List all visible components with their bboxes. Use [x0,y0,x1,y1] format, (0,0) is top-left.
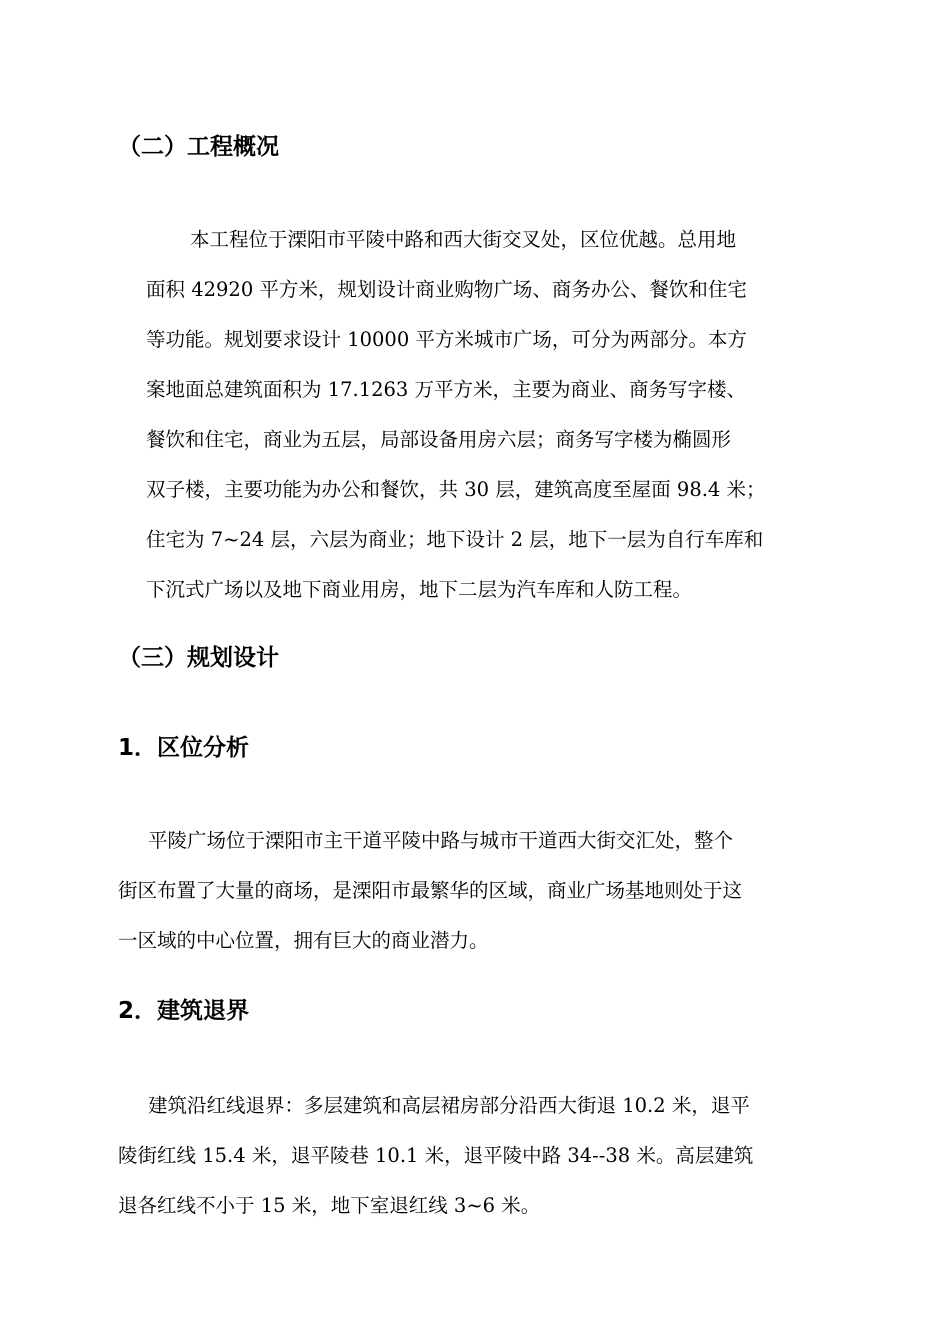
text-line: 等功能。规划要求设计 10000 平方米城市广场，可分为两部分。本方 [146,328,747,351]
text-line: 平陵广场位于溧阳市主干道平陵中路与城市干道西大街交汇处，整个 [148,829,734,852]
text-line: 陵街红线 15.4 米，退平陵巷 10.1 米，退平陵中路 34--38 米。高层建筑 [118,1144,754,1167]
text-line: 本工程位于溧阳市平陵中路和西大街交叉处，区位优越。总用地 [190,228,737,251]
subsection-heading-location-analysis: 1．区位分析 [118,735,250,761]
text-line: 双子楼，主要功能为办公和餐饮，共 30 层，建筑高度至屋面 98.4 米； [146,478,766,501]
text-line: 建筑沿红线退界：多层建筑和高层裙房部分沿西大街退 10.2 米，退平 [148,1094,750,1117]
section-heading-planning-design: （三）规划设计 [118,645,279,671]
text-line: 退各红线不小于 15 米，地下室退红线 3~6 米。 [118,1194,541,1217]
subsection-heading-building-setback: 2．建筑退界 [118,998,250,1024]
text-line: 下沉式广场以及地下商业用房，地下二层为汽车库和人防工程。 [146,578,693,601]
text-line: 住宅为 7~24 层，六层为商业；地下设计 2 层，地下一层为自行车库和 [146,528,764,551]
text-line: 餐饮和住宅，商业为五层，局部设备用房六层；商务写字楼为椭圆形 [146,428,732,451]
section-heading-project-overview: （二）工程概况 [118,134,279,160]
text-line: 街区布置了大量的商场，是溧阳市最繁华的区域，商业广场基地则处于这 [118,879,743,902]
text-line: 面积 42920 平方米，规划设计商业购物广场、商务办公、餐饮和住宅 [146,278,747,301]
text-line: 案地面总建筑面积为 17.1263 万平方米，主要为商业、商务写字楼、 [146,378,747,401]
text-line: 一区域的中心位置，拥有巨大的商业潜力。 [118,929,489,952]
